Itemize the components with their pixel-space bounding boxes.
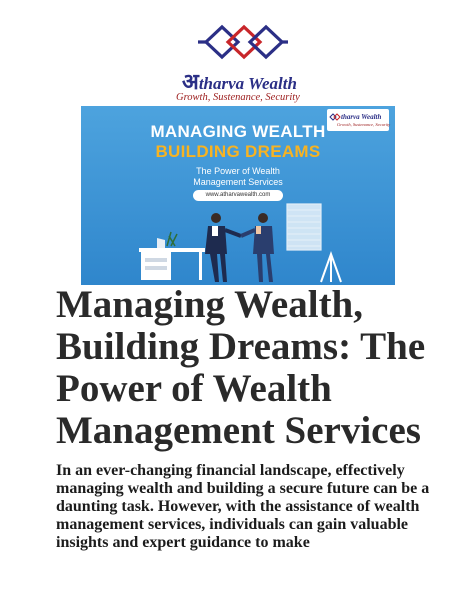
banner-mini-logo-tagline: Growth, Sustenance, Security xyxy=(337,122,391,127)
plant-icon xyxy=(167,232,177,246)
brand-initial: अ xyxy=(182,69,199,94)
banner-mini-logo-name: tharva Wealth xyxy=(341,113,382,121)
banner-url: www.atharvawealth.com xyxy=(193,190,283,201)
interlocked-diamonds-logo-icon xyxy=(198,20,288,64)
banner-title-line1: MANAGING WEALTH xyxy=(150,122,326,141)
article-intro: In an ever-changing financial landscape, effectively managing wealth and building a secure future can be a daunting task. However, with the assistance of wealth management services, individuals can gain valuable insights and expert guidance to make xyxy=(56,462,430,551)
left-businessman-figure xyxy=(205,213,241,282)
right-businessman-figure xyxy=(241,213,274,282)
window-blinds-icon xyxy=(287,204,321,250)
article-headline: Managing Wealth, Building Dreams: The Power of Wealth Management Services xyxy=(56,283,426,452)
banner-subtitle-line2: Management Services xyxy=(193,177,283,187)
brand-tagline: Growth, Sustenance, Security xyxy=(176,92,300,103)
businessmen-handshake-illustration xyxy=(81,196,395,285)
banner-subtitle-line1: The Power of Wealth xyxy=(196,166,280,176)
banner-subtitle xyxy=(81,166,395,188)
brand-name-text: tharva Wealth xyxy=(198,74,297,93)
company-logo xyxy=(176,20,306,106)
hero-banner-image xyxy=(81,106,395,285)
easel-icon xyxy=(321,254,341,282)
banner-title-line2: BUILDING DREAMS xyxy=(155,142,321,161)
